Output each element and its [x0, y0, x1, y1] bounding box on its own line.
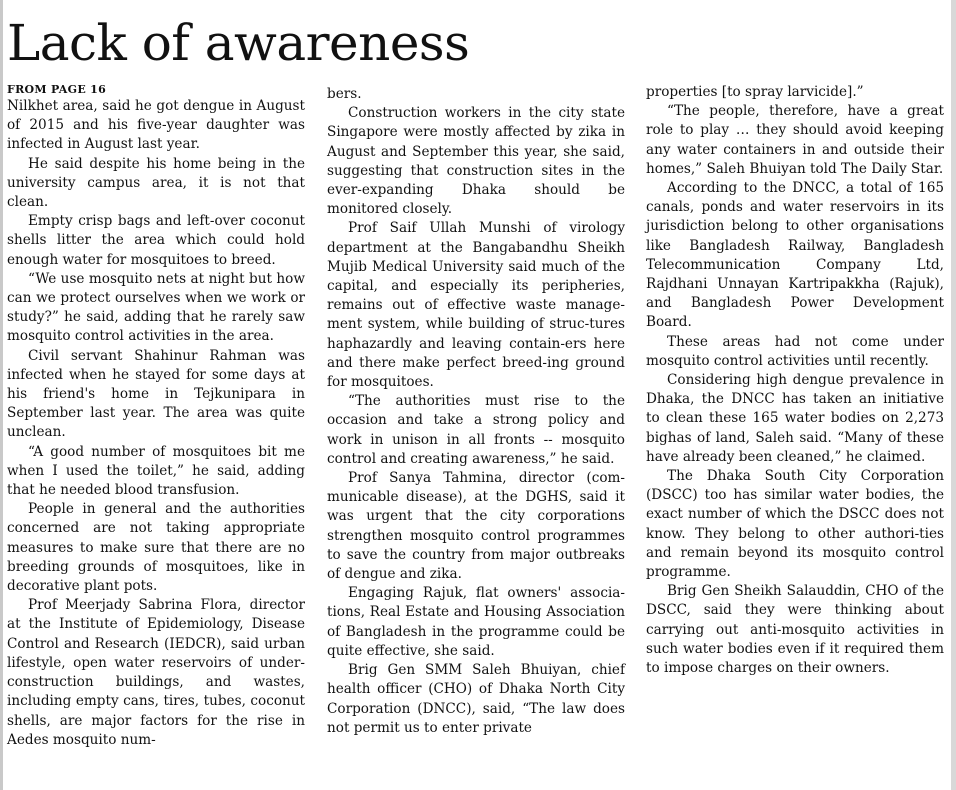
paragraph: People in general and the authorities concerned are not taking appropriate measures to make sure that there are no breeding grounds of mosquitoes, like in decorative plant pots.	[7, 501, 305, 595]
paragraph: These areas had not come under mosquito control activities until recently.	[646, 333, 944, 369]
page-left-edge	[0, 0, 3, 790]
page-right-edge	[951, 0, 956, 790]
paragraph: According to the DNCC, a total of 165 canals, ponds and water reservoirs in its jurisdiction belong to other organisations like Bangladesh Railway, Bangladesh Telecommunication Company Ltd, Rajdhani Unnayan Kartripakkha (Rajuk), and Bangladesh Power Development Board.	[646, 180, 944, 331]
paragraph: Construction workers in the city state Singapore were mostly affected by zika in August and September this year, she said, suggesting that construction sites in the ever-expanding Dhaka should be monitored closely.	[327, 105, 625, 218]
paragraph: “A good number of mosquitoes bit me when I used the toilet,” he said, adding that he needed blood transfusion.	[7, 443, 305, 499]
paragraph: He said despite his home being in the university campus area, it is not that clean.	[7, 155, 305, 211]
paragraph: “The authorities must rise to the occasion and take a strong policy and work in unison in all fronts -- mosquito control and creating awareness,” he said.	[327, 393, 625, 467]
article-column-3	[646, 83, 944, 678]
article-column-2	[327, 85, 625, 738]
continued-from-label: FROM PAGE 16	[7, 83, 107, 96]
paragraph: “The people, therefore, have a great role to play … they should avoid keeping any water containers in and outside their homes,” Saleh Bhuiyan told The Daily Star.	[646, 103, 944, 177]
paragraph: Considering high dengue prevalence in Dhaka, the DNCC has taken an initiative to clean these 165 water bodies on 2,273 bighas of land, Saleh said. “Many of these have already been cleaned,” he claimed.	[646, 372, 944, 465]
paragraph: Empty crisp bags and left-over coconut shells litter the area which could hold enough water for mosquitoes to breed.	[7, 213, 305, 268]
paragraph: Prof Meerjady Sabrina Flora, director at the Institute of Epidemiology, Disease Control and Research (IEDCR), said urban lifestyle, open water reservoirs of under-construction buildings, and wastes, including empty cans, tires, tubes, coconut shells, are major factors for the rise in Aedes mosquito num-	[7, 597, 305, 748]
paragraph: “We use mosquito nets at night but how can we protect ourselves when we work or study?” he said, adding that he rarely saw mosquito control activities in the area.	[7, 270, 305, 345]
paragraph: The Dhaka South City Corporation (DSCC) too has similar water bodies, the exact number of which the DSCC does not know. They belong to other authori-ties and remain beyond its mosquito control programme.	[646, 468, 944, 581]
article-column-1	[7, 83, 305, 750]
paragraph: Nilkhet area, said he got dengue in August of 2015 and his five-year daughter was infected in August last year.	[7, 98, 305, 153]
paragraph: Engaging Rajuk, flat owners' associa-tions, Real Estate and Housing Association of Bangladesh in the programme could be quite effective, she said.	[327, 585, 625, 659]
paragraph: Brig Gen Sheikh Salauddin, CHO of the DSCC, said they were thinking about carrying out anti-mosquito activities in such water bodies even if it required them to impose charges on their owners.	[646, 583, 944, 677]
paragraph: Civil servant Shahinur Rahman was infected when he stayed for some days at his friend's home in Tejkunipara in September last year. The area was quite unclean.	[7, 347, 305, 441]
paragraph: Brig Gen SMM Saleh Bhuiyan, chief health officer (CHO) of Dhaka North City Corporation (DNCC), said, “The law does not permit us to enter private	[327, 662, 625, 736]
paragraph: bers.	[327, 86, 362, 102]
headline: Lack of awareness	[7, 14, 470, 72]
paragraph: Prof Saif Ullah Munshi of virology department at the Bangabandhu Sheikh Mujib Medical University said much of the capital, and especially its peripheries, remains out of effective waste manage-ment system, while building of struc-tures haphazardly and leaving contain-ers here and there make perfect breed-ing ground for mosquitoes.	[327, 220, 625, 391]
paragraph: Prof Sanya Tahmina, director (com-municable disease), at the DGHS, said it was urgent that the city corporations strengthen mosquito control programmes to save the country from major outbreaks of dengue and zika.	[327, 470, 625, 583]
paragraph: properties [to spray larvicide].”	[646, 84, 864, 100]
